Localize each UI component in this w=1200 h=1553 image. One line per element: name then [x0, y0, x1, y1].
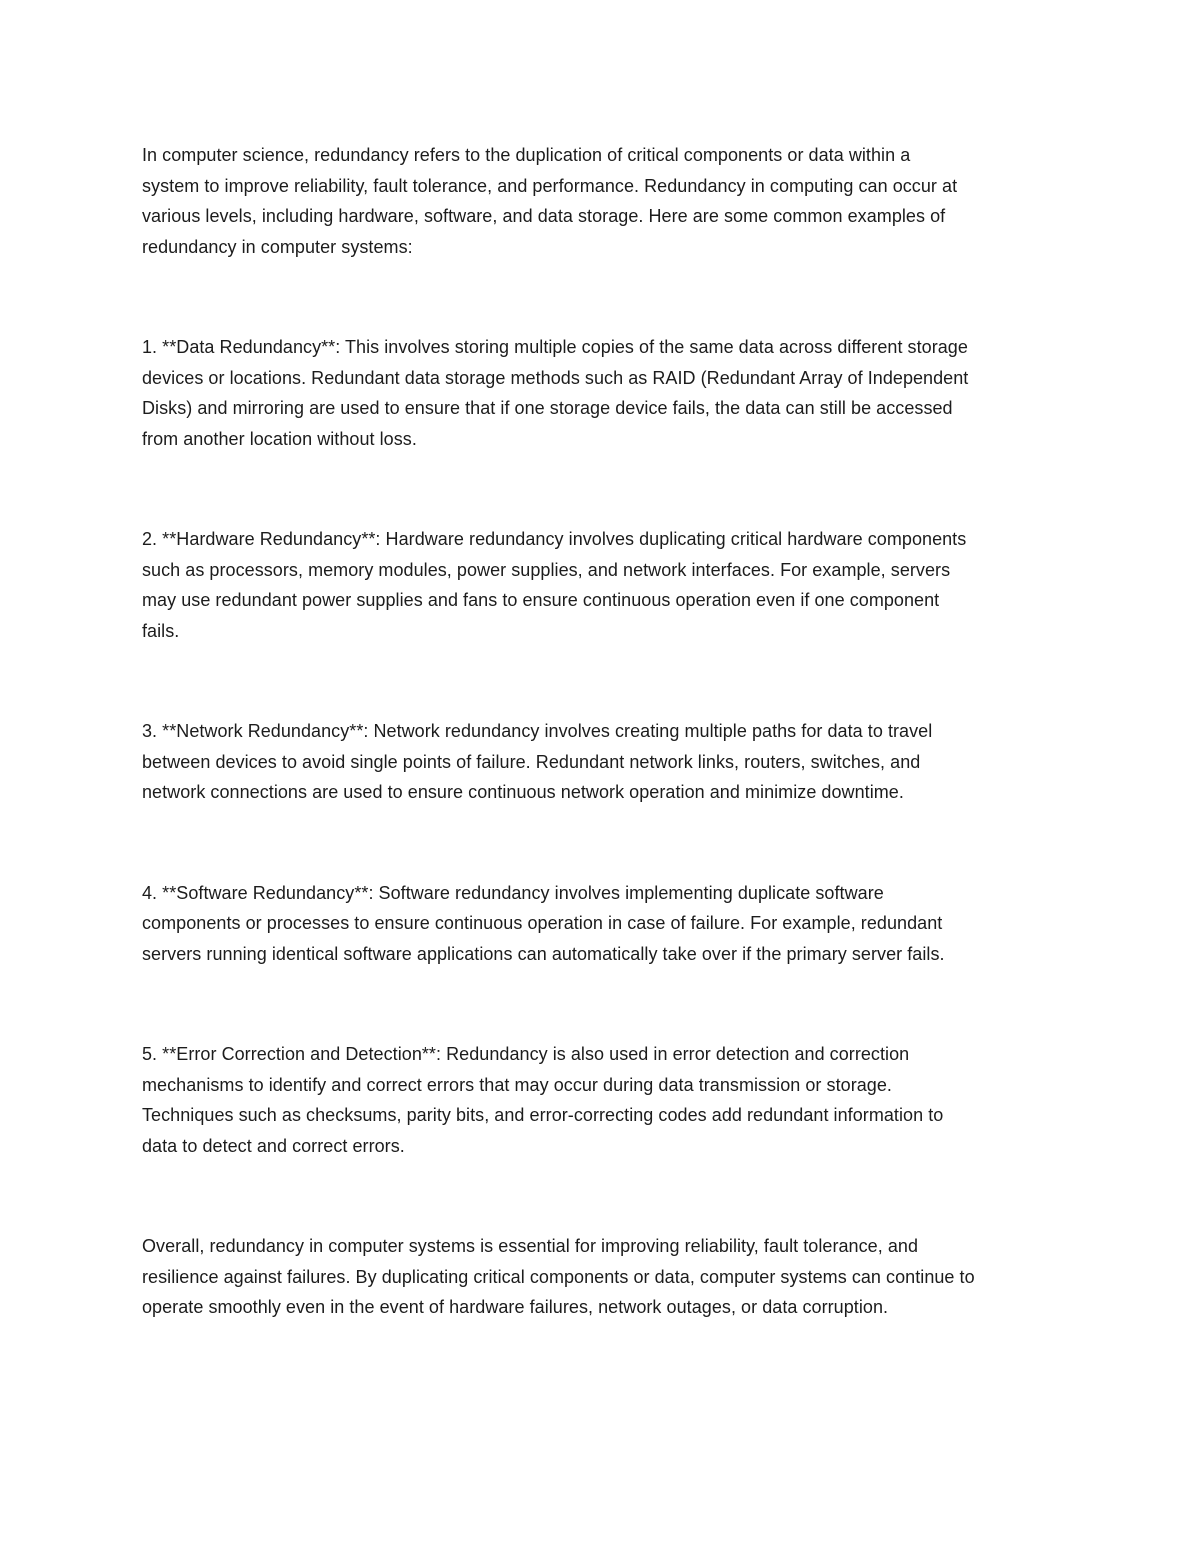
intro-paragraph: In computer science, redundancy refers to the duplication of critical components or data within a system to improve reliability, fault tolerance, and performance. Redundancy in computing can occur at various levels, including hardware, software, and data storage. Here are some common examples of redundancy in computer systems: [142, 145, 958, 257]
item-network-redundancy: 3. **Network Redundancy**: Network redundancy involves creating multiple paths for data to travel between devices to avoid single points of failure. Redundant network links, routers, switches, and network connections are used to ensure continuous network operation and minimize downtime. [142, 721, 933, 802]
conclusion-paragraph: Overall, redundancy in computer systems is essential for improving reliability, fault tolerance, and resilience against failures. By duplicating critical components or data, computer systems can continue to operate smoothly even in the event of hardware failures, network outages, or data corruption. [142, 1236, 975, 1317]
item-error-correction: 5. **Error Correction and Detection**: Redundancy is also used in error detection and correction mechanisms to identify and correct errors that may occur during data transmission or storage. Techniques such as checksums, parity bits, and error-correcting codes add redundant information to data to detect and correct errors. [142, 1044, 944, 1156]
paragraph-gap [142, 808, 1072, 878]
document-body [142, 140, 1072, 1323]
paragraph-gap [142, 646, 1072, 716]
paragraph-gap [142, 262, 1072, 332]
paragraph-gap [142, 454, 1072, 524]
item-hardware-redundancy: 2. **Hardware Redundancy**: Hardware redundancy involves duplicating critical hardware components such as processors, memory modules, power supplies, and network interfaces. For example, servers may use redundant power supplies and fans to ensure continuous operation even if one component fails. [142, 529, 967, 641]
item-software-redundancy: 4. **Software Redundancy**: Software redundancy involves implementing duplicate software components or processes to ensure continuous operation in case of failure. For example, redundant servers running identical software applications can automatically take over if the primary server fails. [142, 882, 945, 964]
item-data-redundancy: 1. **Data Redundancy**: This involves storing multiple copies of the same data across different storage devices or locations. Redundant data storage methods such as RAID (Redundant Array of Independent Disks) and mirroring are used to ensure that if one storage device fails, the data can still be accessed from another location without loss. [142, 337, 969, 449]
paragraph-gap [142, 1161, 1072, 1231]
paragraph-gap [142, 969, 1072, 1039]
